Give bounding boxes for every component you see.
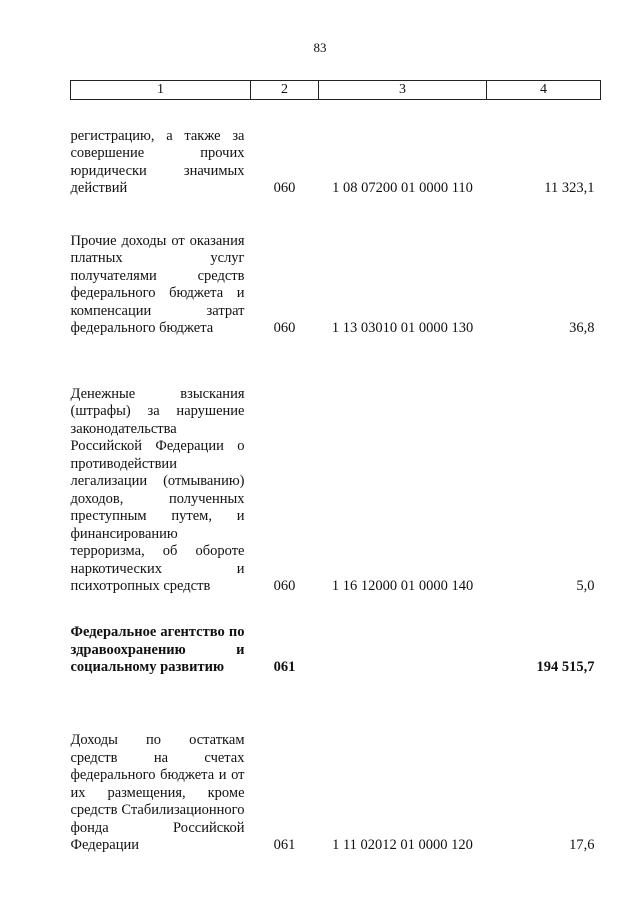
row-kbk: 1 11 02012 01 0000 120 <box>332 837 473 853</box>
table-row <box>71 100 601 198</box>
row-code: 061 <box>273 837 296 853</box>
header-col-1: 1 <box>71 81 251 100</box>
row-code: 060 <box>273 180 296 196</box>
row-code: 061 <box>273 659 296 675</box>
header-col-2: 2 <box>251 81 319 100</box>
table-row <box>71 596 601 677</box>
row-amount: 11 323,1 <box>544 180 595 196</box>
row-kbk: 1 13 03010 01 0000 130 <box>331 320 474 336</box>
row-description: Денежные взыскания (штрафы) за нарушение законодательства Российской Федерации о противодействии легализации (отмыванию) доходов, полученных преступным путем, и финансированию терроризма, об обороте наркотических и психотропных средств <box>70 385 245 594</box>
row-amount: 36,8 <box>569 320 595 336</box>
row-description: регистрацию, а также за совершение прочих юридически значимых действий <box>70 127 245 196</box>
row-description: Федеральное агентство по здравоохранению и социальному развитию <box>70 624 245 675</box>
row-amount: 5,0 <box>576 578 595 594</box>
table-row <box>71 677 601 855</box>
row-code: 060 <box>273 578 296 594</box>
row-kbk: 1 16 12000 01 0000 140 <box>331 578 474 594</box>
page-number: 83 <box>313 40 327 55</box>
row-kbk: 1 08 07200 01 0000 110 <box>332 180 473 196</box>
table-header-row <box>71 81 601 100</box>
row-description: Доходы по остаткам средств на счетах федерального бюджета и от их размещения, кроме средств Стабилизационного фонда Российской Федерации <box>70 732 245 853</box>
row-kbk <box>319 596 487 677</box>
table-row <box>71 338 601 596</box>
row-amount: 17,6 <box>569 837 595 853</box>
row-code: 060 <box>273 320 296 336</box>
header-col-4: 4 <box>487 81 601 100</box>
table-row <box>71 198 601 338</box>
header-col-3: 3 <box>319 81 487 100</box>
row-description: Прочие доходы от оказания платных услуг получателями средств федерального бюджета и компенсации затрат федерального бюджета <box>70 232 245 336</box>
revenue-table <box>70 80 601 855</box>
row-amount: 194 515,7 <box>536 659 595 675</box>
